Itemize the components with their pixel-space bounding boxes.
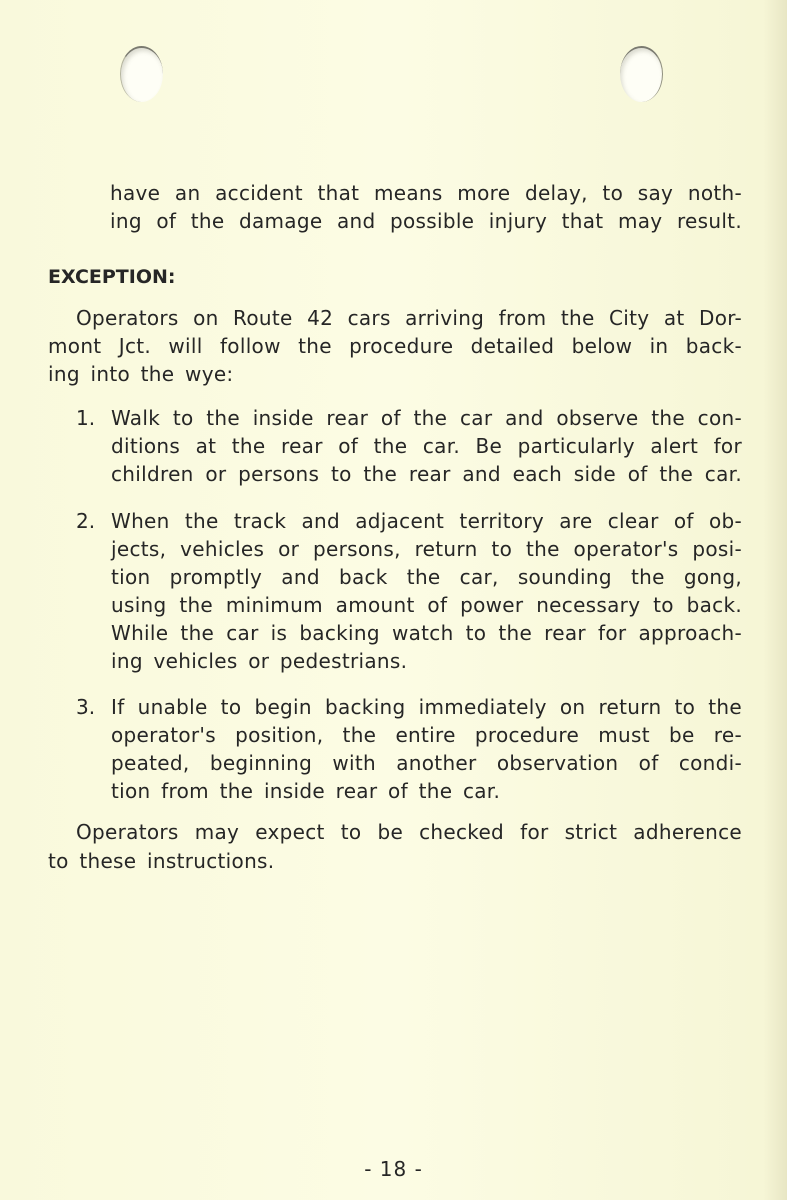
list-item-line: Walk to the inside rear of the car and observe the con- xyxy=(111,406,742,430)
closing-line: to these instructions. xyxy=(48,849,275,873)
list-item-number: 2. xyxy=(76,509,96,533)
paragraph-line: Operators on Route 42 cars arriving from the City at Dor- xyxy=(76,306,742,330)
list-item-line: operator's position, the entire procedure must be re- xyxy=(111,723,742,747)
list-item-line: tion promptly and back the car, sounding the gong, xyxy=(111,565,742,589)
intro-line: have an accident that means more delay, to say noth- xyxy=(110,181,742,205)
list-item-line: peated, beginning with another observation of condi- xyxy=(111,751,742,775)
list-item-line: children or persons to the rear and each side of the car. xyxy=(111,462,742,486)
list-item-line: tion from the inside rear of the car. xyxy=(111,779,501,803)
binder-hole-right xyxy=(620,46,663,102)
page-number: - 18 - xyxy=(364,1157,423,1181)
paragraph-line: ing into the wye: xyxy=(48,362,234,386)
list-item-line: jects, vehicles or persons, return to the operator's posi- xyxy=(111,537,742,561)
list-item-line: When the track and adjacent territory are clear of ob- xyxy=(111,509,742,533)
intro-line: ing of the damage and possible injury that may result. xyxy=(110,209,742,233)
binder-hole-left xyxy=(120,46,163,102)
section-heading: EXCEPTION: xyxy=(48,266,176,288)
closing-line: Operators may expect to be checked for strict adherence xyxy=(76,820,742,844)
list-item-line: ing vehicles or pedestrians. xyxy=(111,649,408,673)
list-item-number: 1. xyxy=(76,406,96,430)
list-item-line: using the minimum amount of power necessary to back. xyxy=(111,593,742,617)
list-item-line: ditions at the rear of the car. Be particularly alert for xyxy=(111,434,742,458)
paragraph-line: mont Jct. will follow the procedure detailed below in back- xyxy=(48,334,742,358)
list-item-line: While the car is backing watch to the rear for approach- xyxy=(111,621,742,645)
list-item-line: If unable to begin backing immediately on return to the xyxy=(111,695,742,719)
list-item-number: 3. xyxy=(76,695,96,719)
